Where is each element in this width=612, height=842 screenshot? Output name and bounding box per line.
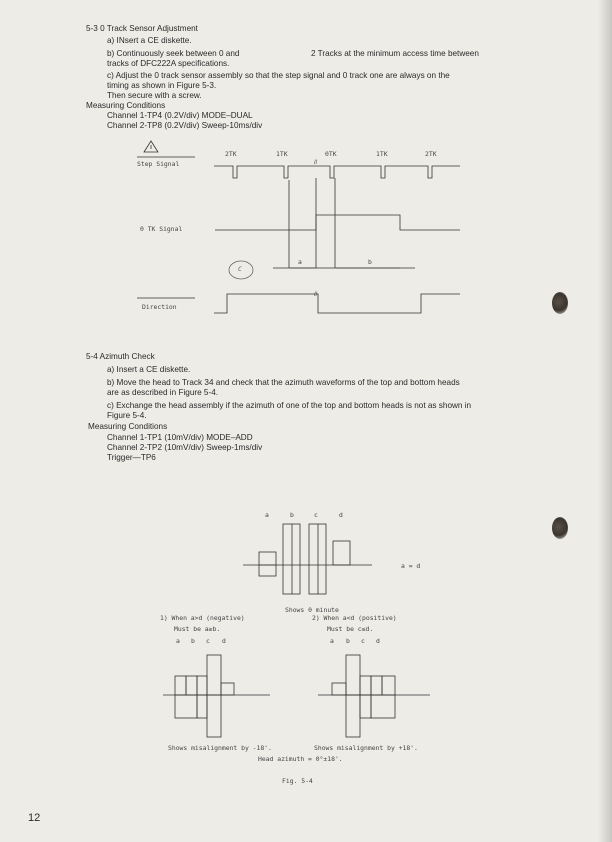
trigger-condition: Trigger—TP6	[107, 453, 156, 462]
step-c-line2: Figure 5-4.	[107, 411, 147, 420]
svg-text://: //	[314, 160, 318, 166]
case2-caption: Shows misalignment by +18'.	[314, 744, 418, 752]
channel1-condition: Channel 1-TP4 (0.2V/div) MODE–DUAL	[107, 111, 253, 120]
channel2-condition: Channel 2-TP8 (0.2V/div) Sweep-10ms/div	[107, 121, 263, 130]
track-label: 1TK	[376, 150, 388, 158]
case2-label-b: b	[346, 637, 350, 645]
step-b-line3: tracks of DFC222A specifications.	[107, 59, 230, 68]
track-label: 0TK	[325, 150, 337, 158]
head-azimuth-note: Head azimuth = 0°±18'.	[258, 755, 343, 763]
interval-a-label: a	[298, 258, 302, 266]
track-label: 2TK	[225, 150, 237, 158]
step-c-line1: c) Adjust the 0 track sensor assembly so that the step signal and 0 track one are always on the	[107, 71, 450, 80]
case1-label-a: a	[176, 637, 180, 645]
step-b-line2: are as described in Figure 5-4.	[107, 388, 219, 397]
case2-title: 2) When a<d (positive)	[312, 614, 397, 622]
case1-label-c: c	[206, 637, 210, 645]
shows-zero-label: Shows 0 minute	[285, 606, 339, 614]
direction-waveform	[214, 294, 460, 313]
equal-label: a = d	[401, 562, 421, 570]
page-number: 12	[28, 812, 41, 824]
case1-must: Must be a≥b.	[174, 625, 221, 633]
step-a: a) INsert a CE diskette.	[107, 36, 192, 45]
direction-label: Direction	[142, 303, 177, 311]
case2-must: Must be c≤d.	[327, 625, 374, 633]
track-label: 1TK	[276, 150, 288, 158]
otk-signal-label: 0 TK Signal	[140, 225, 183, 233]
figure-5-4-case1-waveform	[163, 655, 270, 737]
step-b-line1: b) Continuously seek between 0 and	[107, 49, 240, 58]
case2-label-c: c	[361, 637, 365, 645]
step-c-line3: Then secure with a screw.	[107, 91, 202, 100]
case1-caption: Shows misalignment by -18'.	[168, 744, 272, 752]
track-label: 2TK	[425, 150, 437, 158]
step-c-line1: c) Exchange the head assembly if the azimuth of one of the top and bottom heads is not as shown in	[107, 401, 472, 410]
otk-signal-waveform	[215, 215, 460, 230]
fig-label-c: c	[314, 511, 318, 519]
case1-title: 1) When a>d (negative)	[160, 614, 245, 622]
fig-label-b: b	[290, 511, 294, 519]
channel2-condition: Channel 2-TP2 (10mV/div) Sweep-1ms/div	[107, 443, 263, 452]
fig-label-a: a	[265, 511, 269, 519]
step-signal-waveform	[214, 166, 460, 178]
section-5-4-heading: 5-4 Azimuth Check	[86, 352, 155, 361]
figure-5-4-top-waveform	[243, 524, 372, 594]
case1-label-d: d	[222, 637, 226, 645]
case2-label-a: a	[330, 637, 334, 645]
channel1-condition: Channel 1-TP1 (10mV/div) MODE–ADD	[107, 433, 253, 442]
fig-label-d: d	[339, 511, 343, 519]
step-c-line2: timing as shown in Figure 5-3.	[107, 81, 217, 90]
interval-b-label: b	[368, 258, 372, 266]
measuring-conditions-heading: Measuring Conditions	[88, 422, 168, 431]
step-a: a) Insert a CE diskette.	[107, 365, 191, 374]
step-b-line1: b) Move the head to Track 34 and check that the azimuth waveforms of the top and bottom heads	[107, 378, 460, 387]
figure-5-4-case2-waveform	[318, 655, 430, 737]
svg-text://: //	[314, 292, 318, 298]
figure-caption: Fig. 5-4	[282, 777, 313, 785]
case2-label-d: d	[376, 637, 380, 645]
measuring-conditions-heading: Measuring Conditions	[86, 101, 166, 110]
handwritten-mark: C	[238, 265, 242, 273]
step-b-line2: 2 Tracks at the minimum access time between	[311, 49, 479, 58]
step-signal-label: Step Signal	[137, 160, 180, 168]
section-5-3-heading: 5-3 0 Track Sensor Adjustment	[86, 24, 198, 33]
case1-label-b: b	[191, 637, 195, 645]
